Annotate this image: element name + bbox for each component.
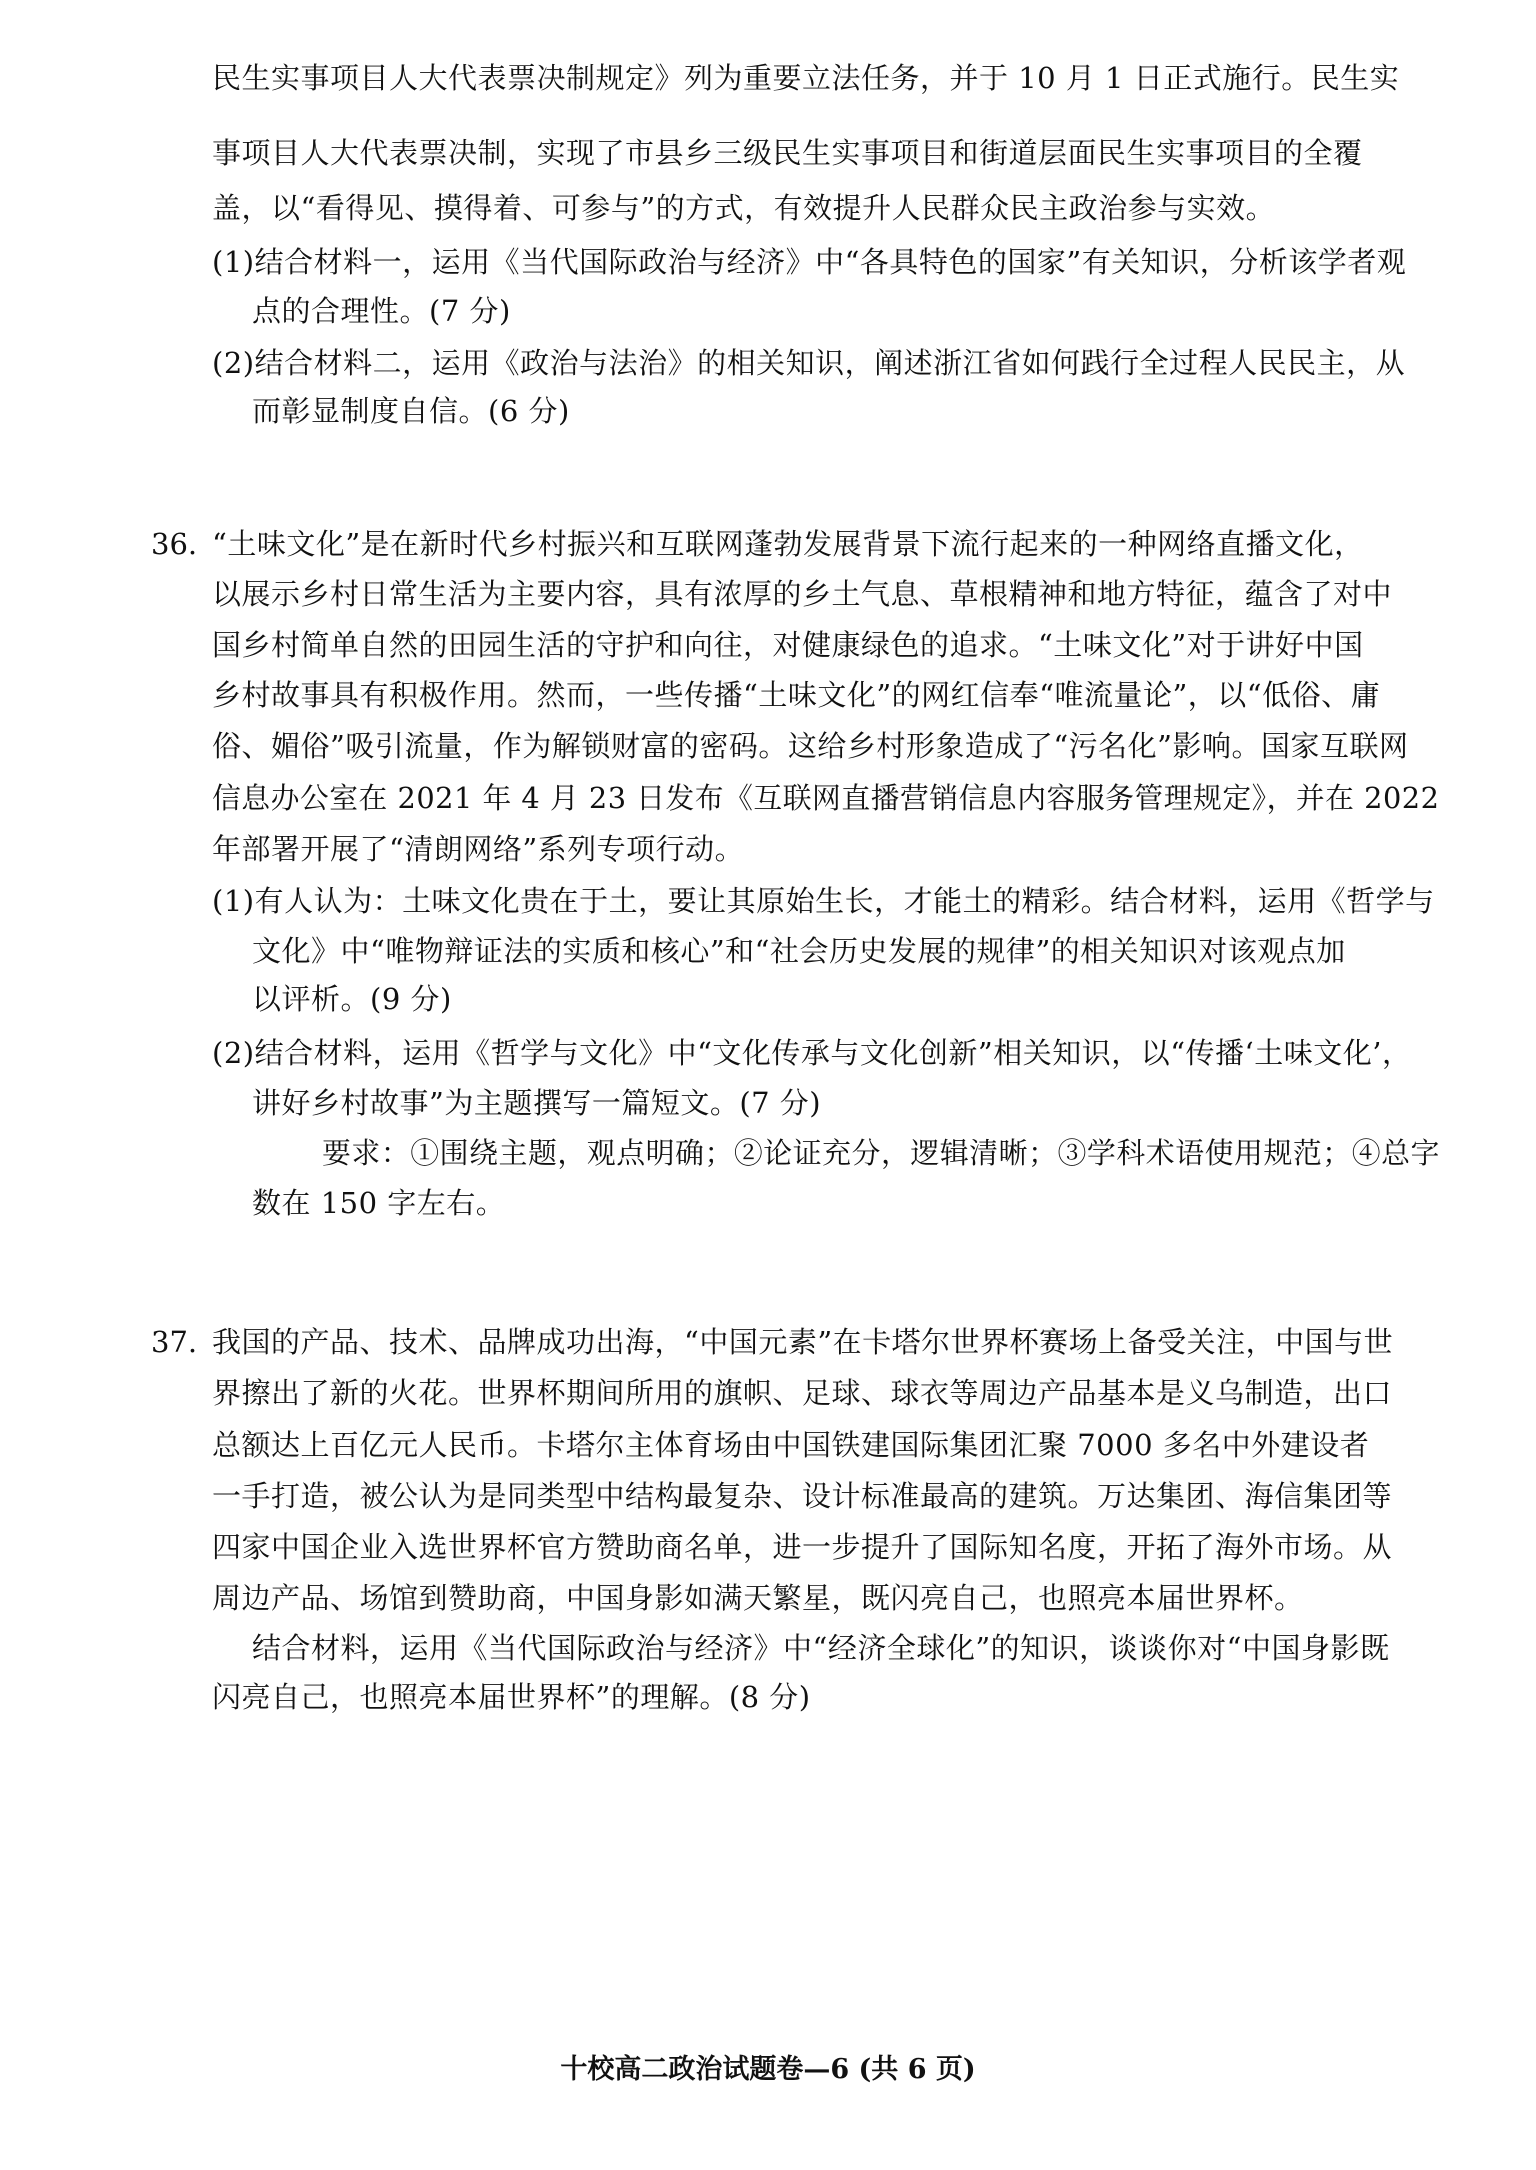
q36-line-2: 以展示乡村日常生活为主要内容，具有浓厚的乡土气息、草根精神和地方特征，蕴含了对中 [212,577,1393,611]
q35-line-2: 事项目人大代表票决制，实现了市县乡三级民生实事项目和街道层面民生实事项目的全覆 [212,136,1363,170]
q37-line-4: 一手打造，被公认为是同类型中结构最复杂、设计标准最高的建筑。万达集团、海信集团等 [212,1479,1393,1513]
q36-line-5: 俗、媚俗”吸引流量，作为解锁财富的密码。这给乡村形象造成了“污名化”影响。国家互联网 [212,729,1409,763]
q36-subq1-line-1: (1)有人认为：土味文化贵在于土，要让其原始生长，才能土的精彩。结合材料，运用《哲学与 [212,884,1435,918]
q36-line-7: 年部署开展了“清朗网络”系列专项行动。 [212,832,745,866]
q37-task-line-2: 闪亮自己，也照亮本届世界杯”的理解。(8 分) [212,1680,811,1714]
q37-line-1: 我国的产品、技术、品牌成功出海，“中国元素”在卡塔尔世界杯赛场上备受关注，中国与世 [212,1325,1394,1359]
q36-requirements-line-2: 数在 150 字左右。 [252,1186,506,1220]
q35-subq1-line-1: (1)结合材料一，运用《当代国际政治与经济》中“各具特色的国家”有关知识，分析该学者观 [212,245,1407,279]
q35-subq1-line-2: 点的合理性。(7 分) [252,294,511,328]
q36-number: 36. [151,527,198,561]
q37-line-2: 界擦出了新的火花。世界杯期间所用的旗帜、足球、球衣等周边产品基本是义乌制造，出口 [212,1376,1393,1410]
q37-line-5: 四家中国企业入选世界杯官方赞助商名单，进一步提升了国际知名度，开拓了海外市场。从 [212,1530,1393,1564]
q36-subq2-line-2: 讲好乡村故事”为主题撰写一篇短文。(7 分) [252,1086,822,1120]
q36-line-1: “土味文化”是在新时代乡村振兴和互联网蓬勃发展背景下流行起来的一种网络直播文化， [212,527,1364,561]
q36-line-4: 乡村故事具有积极作用。然而，一些传播“土味文化”的网红信奉“唯流量论”，以“低俗、庸 [212,678,1381,712]
q37-line-6: 周边产品、场馆到赞助商，中国身影如满天繁星，既闪亮自己，也照亮本届世界杯。 [212,1581,1304,1615]
q36-subq1-line-3: 以评析。(9 分) [252,982,452,1016]
q36-line-3: 国乡村简单自然的田园生活的守护和向往，对健康绿色的追求。“土味文化”对于讲好中国 [212,628,1364,662]
q37-number: 37. [151,1325,198,1359]
q35-line-3: 盖，以“看得见、摸得着、可参与”的方式，有效提升人民群众民主政治参与实效。 [212,191,1276,225]
q37-line-3: 总额达上百亿元人民币。卡塔尔主体育场由中国铁建国际集团汇聚 7000 多名中外建设者 [212,1428,1370,1462]
q35-subq2-line-1: (2)结合材料二，运用《政治与法治》的相关知识，阐述浙江省如何践行全过程人民民主，从 [212,346,1406,380]
q35-line-1: 民生实事项目人大代表票决制规定》列为重要立法任务，并于 10 月 1 日正式施行。民生实 [212,61,1400,95]
q36-subq1-line-2: 文化》中“唯物辩证法的实质和核心”和“社会历史发展的规律”的相关知识对该观点加 [252,934,1346,968]
q36-subq2-line-1: (2)结合材料，运用《哲学与文化》中“文化传承与文化创新”相关知识，以“传播‘土味文化’， [212,1036,1412,1070]
q37-task-line-1: 结合材料，运用《当代国际政治与经济》中“经济全球化”的知识，谈谈你对“中国身影既 [252,1631,1390,1665]
q36-requirements-line-1: 要求：①围绕主题，观点明确；②论证充分，逻辑清晰；③学科术语使用规范；④总字 [322,1136,1440,1170]
page-footer: 十校高二政治试题卷—6 (共 6 页) [560,2054,976,2085]
q35-subq2-line-2: 而彰显制度自信。(6 分) [252,394,570,428]
q36-line-6: 信息办公室在 2021 年 4 月 23 日发布《互联网直播营销信息内容服务管理规定》，并在 2022 [212,781,1440,815]
